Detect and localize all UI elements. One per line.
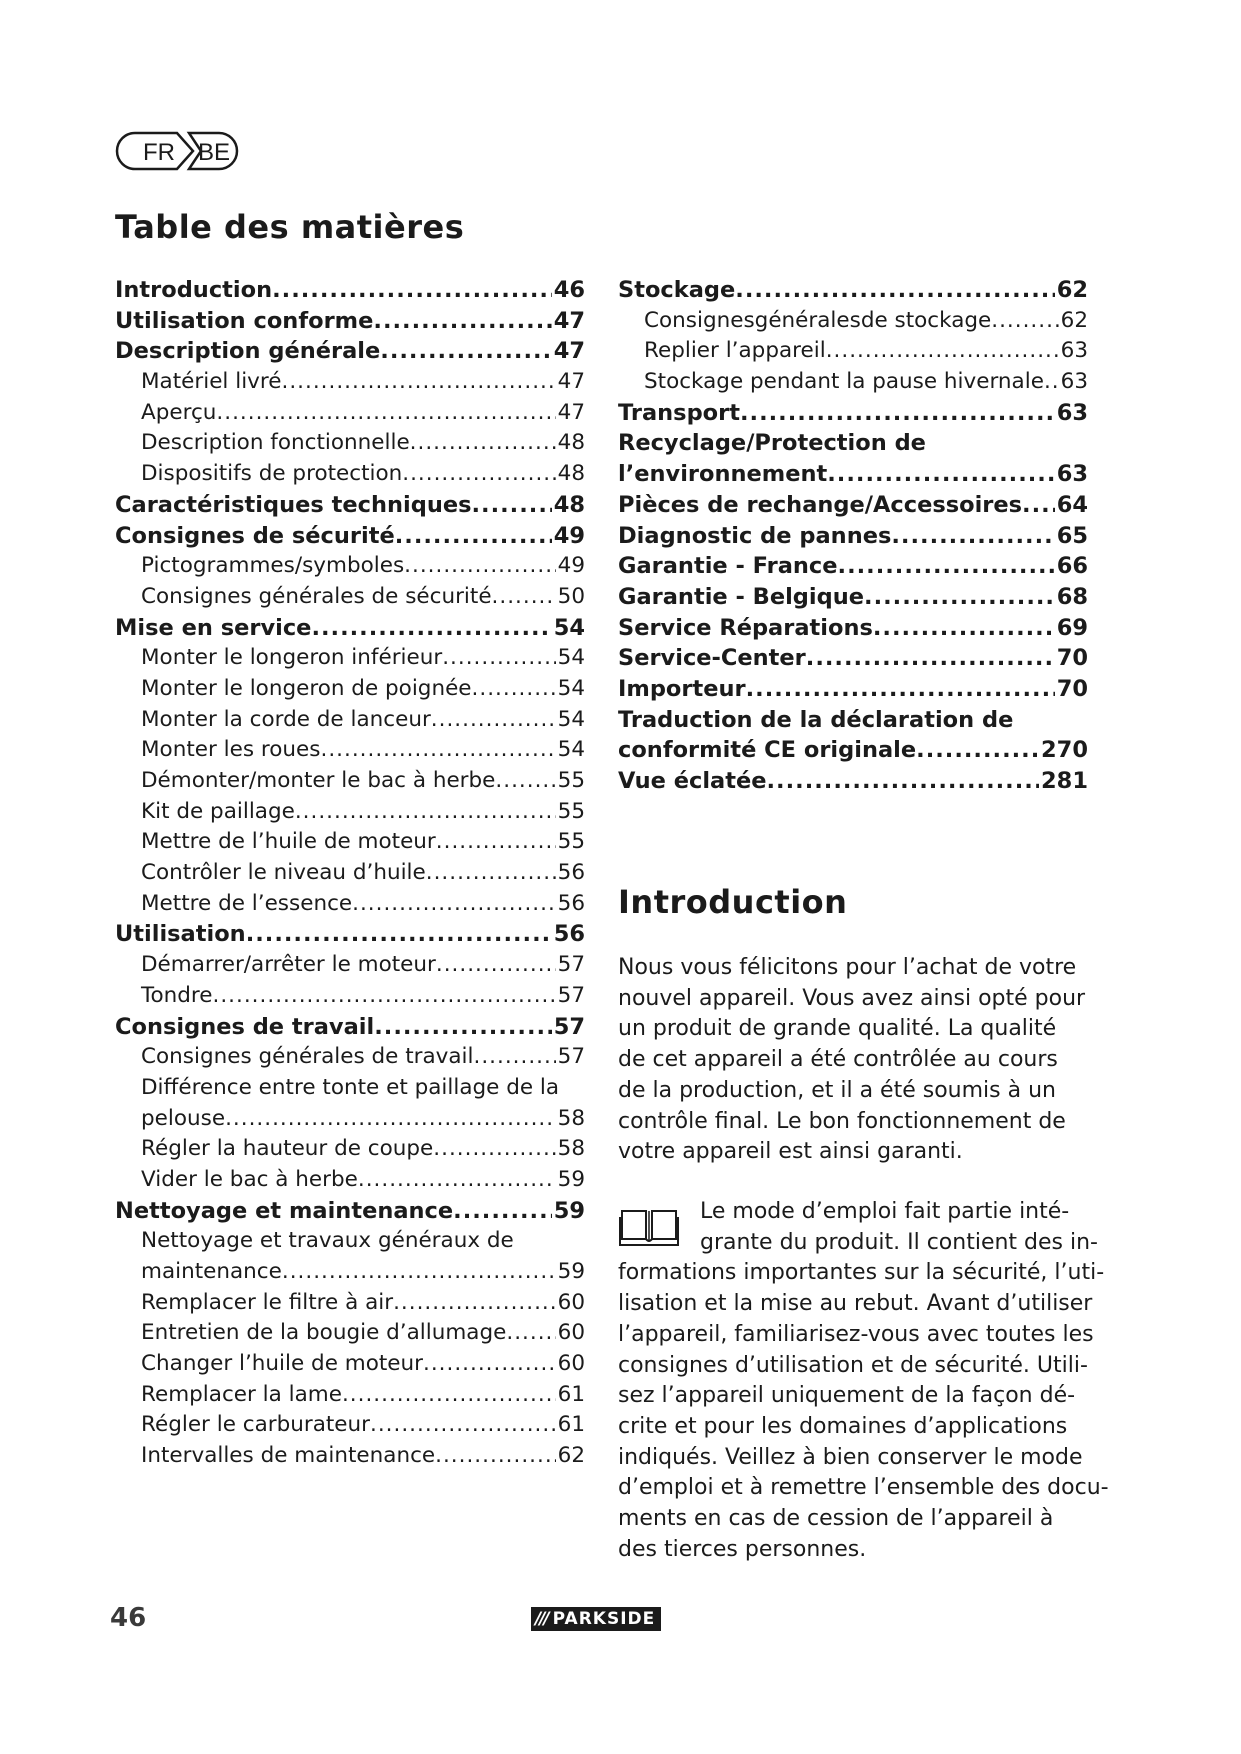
- toc-entry-label: Mettre de l’essence: [141, 890, 353, 916]
- paragraph-line: ments en cas de cession de l’appareil à: [618, 1506, 1054, 1532]
- toc-entry-page: 60: [557, 1320, 585, 1346]
- toc-entry-label: conformité CE originale: [618, 737, 917, 764]
- toc-entry: [618, 490, 1088, 521]
- toc-entry-label: Stockage: [618, 277, 736, 303]
- toc-dot-leader: [826, 336, 1059, 367]
- toc-entry-page: 61: [557, 1381, 585, 1407]
- toc-entry-label: l’environnement: [618, 461, 828, 488]
- toc-entry: [618, 275, 1088, 306]
- toc-dot-leader: [342, 1380, 556, 1411]
- toc-entry-label: Diagnostic de pannes: [618, 522, 892, 549]
- toc-entry-page: 49: [557, 553, 585, 579]
- toc-entry-page: 56: [557, 890, 585, 916]
- toc-entry: [618, 336, 1088, 367]
- toc-entry-label: Garantie - France: [618, 553, 838, 580]
- toc-entry-label: Kit de paillage: [141, 798, 295, 824]
- toc-entry-label: Nettoyage et maintenance: [115, 1197, 454, 1224]
- toc-entry: [618, 674, 1088, 705]
- toc-dot-leader: [436, 950, 556, 981]
- toc-dot-leader: [423, 1349, 556, 1380]
- paragraph-line: consignes d’utilisation et de sécurité. Utili-: [618, 1352, 1088, 1378]
- toc-entry-label: Remplacer la lame: [141, 1381, 342, 1407]
- toc-entry-first-line: Traduction de la déclaration de: [618, 706, 1014, 733]
- toc-entry-page: 281: [1041, 768, 1088, 794]
- toc-entry: [115, 1410, 585, 1441]
- toc-entry-page: 62: [1056, 277, 1088, 303]
- toc-entry-label: Service-Center: [618, 645, 806, 672]
- toc-dot-leader: [492, 582, 556, 613]
- paragraph-line: l’appareil, familiarisez-vous avec toutes les: [618, 1321, 1094, 1347]
- toc-entry-label: Importeur: [618, 675, 746, 702]
- toc-entry-label: Description fonctionnelle: [141, 430, 410, 456]
- toc-entry-page: 48: [557, 430, 585, 456]
- toc-title: Table des matières: [115, 208, 465, 246]
- toc-entry-label: Monter les roues: [141, 737, 321, 763]
- paragraph-line: Le mode d’emploi fait partie inté-: [700, 1199, 1070, 1224]
- toc-entry: [618, 398, 1088, 429]
- toc-entry-page: 60: [557, 1289, 585, 1315]
- toc-entry: [115, 981, 585, 1012]
- toc-entry-label: Intervalles de maintenance: [141, 1443, 436, 1469]
- toc-dot-leader: [410, 428, 556, 459]
- brand-logo: /// PARKSIDE: [531, 1607, 661, 1631]
- toc-entry-label: Monter le longeron de poignée: [141, 675, 472, 701]
- toc-entry-label: Introduction: [115, 277, 273, 303]
- toc-dot-leader: [1022, 490, 1055, 521]
- toc-entry-label: Tondre: [141, 982, 213, 1008]
- toc-dot-leader: [393, 1288, 556, 1319]
- toc-entry: [115, 889, 585, 920]
- toc-entry: [115, 1441, 585, 1472]
- toc-entry-page: 49: [553, 522, 585, 549]
- toc-entry-page: 62: [1060, 307, 1088, 333]
- toc-entry-page: 58: [557, 1136, 585, 1162]
- toc-right-column: [618, 275, 1088, 797]
- toc-entry-page: 68: [1056, 583, 1088, 610]
- badge-fr: FR: [143, 139, 175, 166]
- toc-dot-leader: [295, 797, 556, 828]
- toc-entry: [115, 1257, 585, 1288]
- toc-entry-page: 61: [557, 1412, 585, 1438]
- toc-entry: [115, 1104, 585, 1135]
- toc-entry-page: 57: [557, 1044, 585, 1070]
- toc-entry-page: 69: [1056, 614, 1088, 641]
- toc-dot-leader: [320, 735, 555, 766]
- toc-entry: [115, 613, 585, 644]
- toc-entry-page: 55: [557, 829, 585, 855]
- toc-entry-page: 55: [557, 798, 585, 824]
- toc-dot-leader: [806, 643, 1055, 674]
- toc-entry-label: Régler la hauteur de coupe: [141, 1136, 434, 1162]
- toc-dot-leader: [272, 275, 552, 306]
- toc-entry-label: Transport: [618, 399, 740, 426]
- toc-dot-leader: [827, 459, 1054, 490]
- toc-entry-first-line: Nettoyage et travaux généraux de: [141, 1228, 514, 1254]
- toc-entry: [618, 766, 1088, 797]
- toc-entry-page: 47: [553, 338, 585, 365]
- toc-entry-label: Utilisation: [115, 921, 246, 948]
- toc-entry: [115, 367, 585, 398]
- toc-entry-page: 46: [553, 277, 585, 303]
- toc-entry-page: 64: [1056, 491, 1088, 518]
- toc-entry: [115, 674, 585, 705]
- toc-entry-page: 59: [557, 1166, 585, 1192]
- page-number: 46: [110, 1603, 147, 1633]
- toc-entry-label: Changer l’huile de moteur: [141, 1351, 423, 1377]
- paragraph-line: indiqués. Veillez à bien conserver le mode: [618, 1444, 1083, 1470]
- toc-dot-leader: [358, 1165, 556, 1196]
- toc-entry-label: Description générale: [115, 338, 381, 365]
- toc-entry: [115, 1042, 585, 1073]
- toc-entry: [115, 643, 585, 674]
- toc-dot-leader: [746, 674, 1055, 705]
- toc-entry: [115, 521, 585, 552]
- toc-dot-leader: [282, 1257, 556, 1288]
- toc-entry: [618, 521, 1088, 552]
- toc-dot-leader: [352, 889, 556, 920]
- toc-entry-label: Consignes de travail: [115, 1013, 375, 1040]
- toc-entry-page: 54: [557, 706, 585, 732]
- toc-entry-label: Consignesgénéralesde stockage: [644, 307, 992, 333]
- toc-dot-leader: [282, 367, 556, 398]
- toc-entry-label: pelouse: [141, 1105, 226, 1131]
- toc-entry: [618, 551, 1088, 582]
- toc-entry-label: Entretien de la bougie d’allumage: [141, 1320, 507, 1346]
- toc-entry: [115, 428, 585, 459]
- toc-entry-page: 60: [557, 1351, 585, 1377]
- toc-dot-leader: [370, 1410, 556, 1441]
- toc-entry: [115, 398, 585, 429]
- toc-entry-label: Monter la corde de lanceur: [141, 706, 431, 732]
- toc-dot-leader: [442, 643, 555, 674]
- toc-entry-label: Régler le carburateur: [141, 1412, 371, 1438]
- toc-dot-leader: [1044, 367, 1059, 398]
- toc-entry-page: 58: [557, 1105, 585, 1131]
- toc-entry: [618, 613, 1088, 644]
- toc-entry: [115, 275, 585, 306]
- toc-entry-label: Monter le longeron inférieur: [141, 645, 443, 671]
- toc-entry-label: Dispositifs de protection: [141, 461, 403, 487]
- toc-entry-first-line: Différence entre tonte et paillage de la: [141, 1074, 560, 1100]
- toc-entry-label: Démonter/monter le bac à herbe: [141, 768, 496, 793]
- brand-name: PARKSIDE: [552, 1609, 656, 1629]
- toc-entry-label: Remplacer le filtre à air: [141, 1289, 394, 1315]
- toc-entry-page: 50: [557, 583, 585, 609]
- toc-dot-leader: [735, 275, 1054, 306]
- toc-entry-label: Service Réparations: [618, 614, 873, 641]
- toc-entry: [115, 858, 585, 889]
- toc-entry-label: Garantie - Belgique: [618, 583, 865, 610]
- toc-entry-page: 63: [1060, 338, 1088, 364]
- toc-entry-page: 66: [1056, 553, 1088, 580]
- toc-entry-label: Consignes générales de travail: [141, 1044, 474, 1070]
- toc-dot-leader: [374, 1012, 551, 1043]
- toc-entry: [115, 1349, 585, 1380]
- toc-entry-page: 59: [553, 1197, 585, 1224]
- toc-dot-leader: [740, 398, 1055, 429]
- toc-dot-leader: [431, 705, 556, 736]
- toc-dot-leader: [373, 306, 551, 337]
- toc-entry-label: Vider le bac à herbe: [141, 1166, 358, 1192]
- toc-dot-leader: [916, 735, 1039, 766]
- toc-dot-leader: [506, 1318, 555, 1349]
- toc-dot-leader: [380, 336, 551, 367]
- toc-entry-page: 47: [553, 307, 585, 334]
- language-badges: [115, 130, 265, 172]
- toc-dot-leader: [404, 551, 555, 582]
- toc-entry-label: Mettre de l’huile de moteur: [141, 829, 436, 855]
- toc-entry-page: 57: [557, 982, 585, 1008]
- toc-entry-label: Consignes de sécurité: [115, 522, 395, 549]
- toc-entry-first-line: Recyclage/Protection de: [618, 430, 926, 457]
- toc-dot-leader: [225, 1104, 556, 1135]
- toc-dot-leader: [436, 827, 556, 858]
- toc-dot-leader: [473, 1042, 555, 1073]
- toc-entry-page: 62: [557, 1443, 585, 1469]
- toc-entry-page: 56: [553, 921, 585, 948]
- toc-entry-label: Pictogrammes/symboles: [141, 553, 405, 579]
- paragraph-line: grante du produit. Il contient des in-: [700, 1229, 1098, 1255]
- toc-dot-leader: [395, 521, 552, 552]
- toc-dot-leader: [311, 613, 551, 644]
- toc-entry-label: Vue éclatée: [618, 768, 767, 794]
- toc-entry-page: 70: [1056, 645, 1088, 672]
- toc-entry-label: maintenance: [141, 1259, 282, 1284]
- toc-entry: [115, 827, 585, 858]
- toc-entry-page: 56: [557, 860, 585, 886]
- toc-entry-label: Mise en service: [115, 614, 312, 641]
- toc-entry: [115, 766, 585, 797]
- toc-entry: [115, 1012, 585, 1043]
- toc-entry-label: Matériel livré: [141, 369, 282, 395]
- toc-entry: [115, 950, 585, 981]
- toc-entry: [618, 459, 1088, 490]
- toc-entry-page: 63: [1056, 461, 1088, 488]
- toc-dot-leader: [433, 1134, 555, 1165]
- toc-entry-page: 270: [1041, 737, 1088, 764]
- badge-be: BE: [197, 139, 231, 166]
- toc-entry-page: 70: [1056, 675, 1088, 702]
- toc-dot-leader: [426, 858, 556, 889]
- toc-entry-page: 47: [557, 399, 585, 425]
- toc-dot-leader: [864, 582, 1055, 613]
- toc-entry: [115, 797, 585, 828]
- toc-entry-page: 54: [557, 675, 585, 701]
- toc-entry: [618, 306, 1088, 337]
- toc-entry-page: 63: [1056, 399, 1088, 426]
- toc-entry: [115, 490, 585, 521]
- toc-entry: [115, 1196, 585, 1227]
- paragraph-line: formations importantes sur la sécurité, l’uti-: [618, 1260, 1105, 1286]
- toc-entry-label: Replier l’appareil: [644, 338, 826, 364]
- toc-entry-page: 48: [553, 491, 585, 518]
- toc-entry: [115, 1380, 585, 1411]
- toc-entry: [115, 306, 585, 337]
- toc-entry: [115, 1165, 585, 1196]
- toc-dot-leader: [213, 981, 556, 1012]
- toc-entry-label: Utilisation conforme: [115, 307, 374, 334]
- toc-dot-leader: [495, 766, 555, 797]
- intro-paragraph-1: Nous vous félicitons pour l’achat de votre nouvel appareil. Vous avez ainsi opté pour un produit de grande qualité. La qualité de cet appareil a été contrôlée au cours de la production, et il a été soumis à un contrôle final. Le bon fonctionnement de votre appareil est ainsi garanti.: [618, 955, 1086, 1165]
- toc-entry-label: Stockage pendant la pause hivernale: [644, 369, 1044, 395]
- toc-entry: [115, 582, 585, 613]
- paragraph-line: des tierces personnes.: [618, 1536, 867, 1562]
- toc-entry-label: Contrôler le niveau d’huile: [141, 860, 426, 886]
- toc-entry: [115, 551, 585, 582]
- toc-dot-leader: [453, 1196, 552, 1227]
- paragraph-line: lisation et la mise au rebut. Avant d’utiliser: [618, 1291, 1093, 1317]
- toc-dot-leader: [435, 1441, 556, 1472]
- toc-entry: [618, 643, 1088, 674]
- toc-dot-leader: [471, 490, 551, 521]
- toc-entry-page: 57: [553, 1013, 585, 1040]
- toc-entry-page: 48: [557, 461, 585, 487]
- toc-entry-label: Aperçu: [141, 399, 217, 425]
- toc-entry-page: 65: [1056, 522, 1088, 549]
- toc-entry-page: 55: [557, 768, 585, 793]
- intro-title: Introduction: [618, 883, 848, 921]
- toc-entry-page: 57: [557, 952, 585, 978]
- toc-entry-page: 63: [1060, 369, 1088, 395]
- toc-entry-label: Pièces de rechange/Accessoires: [618, 491, 1023, 518]
- paragraph-line: crite et pour les domaines d’applications: [618, 1413, 1068, 1439]
- toc-entry-page: 47: [557, 369, 585, 395]
- toc-dot-leader: [873, 613, 1055, 644]
- toc-dot-leader: [402, 459, 555, 490]
- toc-entry-label: Caractéristiques techniques: [115, 491, 472, 518]
- toc-dot-leader: [991, 306, 1058, 337]
- toc-entry: [115, 1318, 585, 1349]
- toc-entry: [115, 705, 585, 736]
- toc-dot-leader: [216, 398, 555, 429]
- toc-dot-leader: [472, 674, 556, 705]
- toc-entry: [115, 735, 585, 766]
- toc-entry: [115, 919, 585, 950]
- toc-dot-leader: [838, 551, 1055, 582]
- toc-entry-page: 54: [557, 645, 585, 671]
- toc-entry: [115, 1134, 585, 1165]
- toc-dot-leader: [891, 521, 1054, 552]
- intro-paragraph-2: [618, 1197, 1109, 1565]
- toc-entry-page: 54: [557, 737, 585, 763]
- toc-entry: [618, 582, 1088, 613]
- toc-entry: [115, 336, 585, 367]
- toc-entry-label: Démarrer/arrêter le moteur: [141, 952, 436, 978]
- toc-dot-leader: [246, 919, 552, 950]
- toc-entry-label: Consignes générales de sécurité: [141, 583, 492, 609]
- toc-entry: [618, 367, 1088, 398]
- toc-entry-page: 59: [557, 1259, 585, 1284]
- toc-entry: [115, 1288, 585, 1319]
- toc-entry: [115, 459, 585, 490]
- paragraph-line: sez l’appareil uniquement de la façon dé-: [618, 1383, 1076, 1409]
- toc-dot-leader: [767, 766, 1040, 797]
- toc-entry: [618, 735, 1088, 766]
- toc-entry-page: 54: [553, 614, 585, 641]
- toc-left-column: [115, 275, 585, 1472]
- paragraph-line: d’emploi et à remettre l’ensemble des docu-: [618, 1475, 1109, 1501]
